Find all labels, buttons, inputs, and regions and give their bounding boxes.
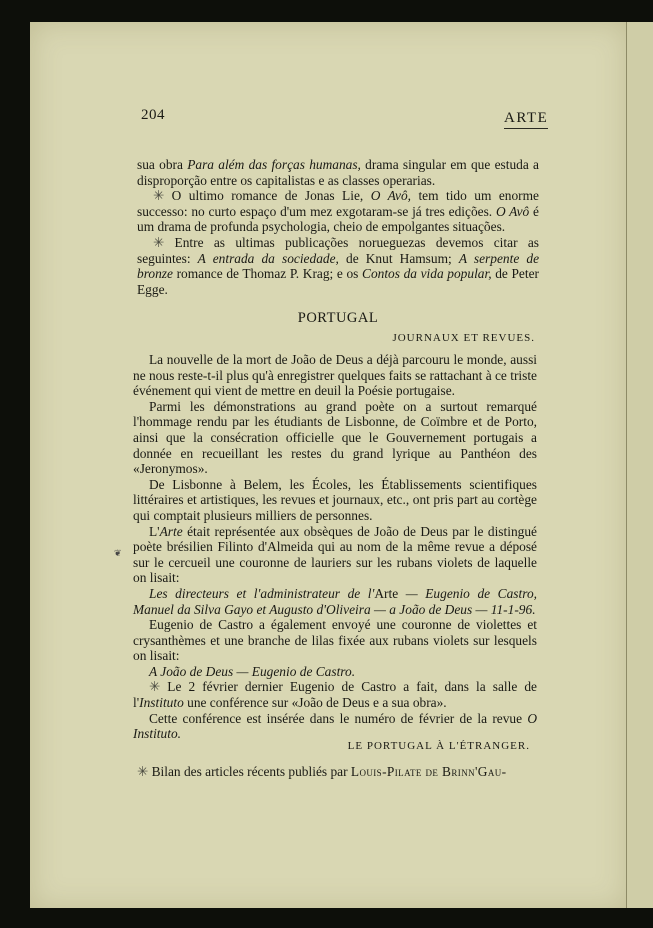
text-run: Entre as ultimas publicações norueguezas devemos citar as seguintes: (137, 234, 539, 266)
text-run: Arte (374, 585, 399, 601)
paragraph-3 (137, 235, 539, 297)
text-run: romance de Thomaz P. Krag; e os (172, 266, 363, 282)
italic-title: A entrada da sociedade, (197, 250, 339, 266)
italic-title: A serpente de bronze (137, 250, 540, 282)
text-run: é um drama de profunda psychologia, cheio de empolgantes situações. (137, 203, 539, 235)
text-run: une conférence sur «João de Deus e a sua obra». (183, 695, 447, 711)
italic-title: Contos da vida popular, (362, 266, 492, 282)
text-run: de Peter Egge. (137, 266, 539, 297)
italic-run: Les directeurs et l'administrateur de l' (149, 585, 375, 601)
paragraph-castro: Eugenio de Castro a également envoyé une couronne de violettes et crysanthèmes et une branche de lilas fixée aux rubans violets sur lesquels on lisait: (133, 617, 537, 664)
paragraph-1 (137, 157, 539, 188)
italic-run: — Eugenio de Castro, Manuel da Silva Gayo et Augusto d'Oliveira — a João de Deus — 11-1-96. (133, 585, 537, 617)
text-run: Le 2 février dernier Eugenio de Castro a fait, dans la salle de l' (133, 679, 537, 711)
paragraph-2 (137, 188, 539, 235)
italic-title: O Avô (495, 203, 530, 219)
scan-border (0, 908, 653, 928)
inscription-1 (133, 586, 537, 617)
italic-title: Instituto (139, 695, 184, 711)
italic-title: O Instituto. (133, 710, 537, 742)
asterism-icon: ✳ (137, 764, 149, 779)
section-subtitle: JOURNAUX ET REVUES. (392, 332, 535, 344)
paragraph-inserted (133, 711, 537, 742)
paragraph-fevrier (133, 679, 537, 710)
subsection-title: LE PORTUGAL À L'ÉTRANGER. (347, 740, 530, 752)
italic-title: Para além das forças humanas, (187, 157, 361, 172)
italic-title: O Avô, (370, 188, 412, 204)
text-run: O ultimo romance de Jonas Lie, (164, 188, 371, 204)
text-run: Cette conférence est insérée dans le numéro de février de la revue (149, 710, 528, 726)
text-run: drama singular em que estuda a disproporção entre os capitalistas e as classes operarias. (137, 157, 539, 188)
inscription-2 (133, 664, 537, 680)
margin-mark-icon: ❦ (114, 548, 122, 558)
text-run: sua obra (137, 157, 188, 172)
paragraph-death-news: La nouvelle de la mort de João de Deus a déjà parcouru le monde, aussi ne nous reste-t-il plus qu'à enregistrer quelques faits se rattachant à ce triste événement qui vient de mettre en deuil la Poésie portugaise. (133, 352, 537, 399)
page-number: 204 (141, 107, 165, 123)
top-text-block (137, 157, 539, 297)
asterism-icon: ✳ (153, 188, 165, 204)
asterism-icon: ✳ (149, 679, 161, 695)
portugal-text-block (133, 352, 537, 742)
text-run: Bilan des articles récents publiés par (148, 764, 351, 779)
section-title: PORTUGAL (297, 310, 379, 326)
paragraph-demonstrations: Parmi les démonstrations au grand poète on a surtout remarqué l'hommage rendu par les étudiants de Lisbonne, de Coïmbre et de Porto, ainsi que la consécration officielle que le Gouvernement portugais a donnée en recueillant les restes du grand lyrique au Panthéon des «Jeronymos». (133, 398, 537, 477)
text-run: de Knut Hamsum; (338, 250, 459, 266)
facing-page-edge (626, 22, 653, 910)
text-run: était représentée aux obsèques de João de Deus par le distingué poète brésilien Filinto d'Almeida qui au nom de la même revue a déposé sur le cercueil une couronne de lauriers sur les rubans violets de laquelle on lisait: (133, 523, 537, 586)
italic-title: Arte (159, 523, 183, 539)
running-title: ARTE (504, 110, 548, 129)
paragraph-cortege: De Lisbonne à Belem, les Écoles, les Établissements scientifiques littéraires et artistiques, les revues et journaux, etc., ont pris part au cortège qui comptait plusieurs milliers de personnes. (133, 476, 537, 523)
paragraph-arte (133, 524, 537, 586)
author-name: Louis-Pilate de Brinn'Gau- (350, 764, 507, 779)
italic-run: A João de Deus — Eugenio de Castro. (149, 663, 356, 679)
last-line (137, 764, 539, 780)
asterism-icon: ✳ (153, 234, 165, 250)
text-run: tem tido um enorme successo: no curto espaço d'um mez exgotaram-se já tres edições. (137, 188, 539, 219)
text-run: L' (149, 523, 160, 539)
